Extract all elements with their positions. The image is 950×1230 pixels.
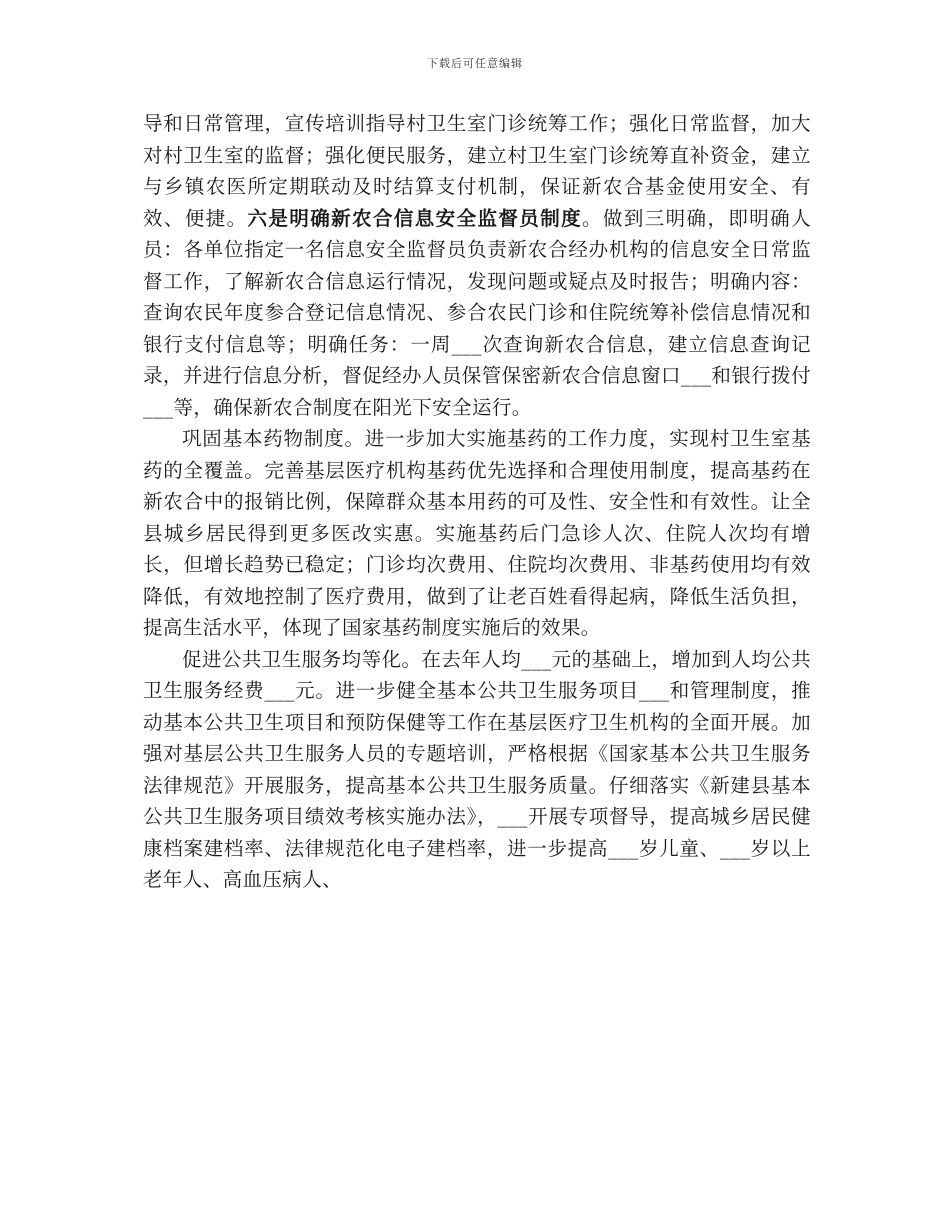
- page-header: 下载后可任意编辑: [427, 57, 523, 70]
- paragraph-1-bold-heading: 六是明确新农合信息安全监督员制度: [247, 206, 583, 230]
- paragraph-1: [143, 108, 811, 423]
- paragraph-1-text: 导和日常管理，宣传培训指导村卫生室门诊统筹工作；强化日常监督，加大对村卫生室的监督；强化便民服务，建立村卫生室门诊统筹直补资金，建立与乡镇农医所定期联动及时结算支付机制，保证新农合基金使用安全、有效、便捷。: [143, 112, 811, 230]
- paragraph-3: [143, 644, 811, 896]
- document-body: [143, 108, 811, 896]
- paragraph-2-text: 巩固基本药物制度。进一步加大实施基药的工作力度，实现村卫生室基药的全覆盖。完善基层医疗机构基药优先选择和合理使用制度，提高基药在新农合中的报销比例，保障群众基本用药的可及性、安全性和有效性。让全县城乡居民得到更多医改实惠。实施基药后门急诊人次、住院人次均有增长，但增长趋势已稳定；门诊均次费用、住院均次费用、非基药使用均有效降低，有效地控制了医疗费用，做到了让老百姓看得起病，降低生活负担，提高生活水平，体现了国家基药制度实施后的效果。: [143, 427, 811, 639]
- paragraph-3-text: 促进公共卫生服务均等化。在去年人均___元的基础上，增加到人均公共卫生服务经费___元。进一步健全基本公共卫生服务项目___和管理制度，推动基本公共卫生项目和预防保健等工作在基层医疗卫生机构的全面开展。加强对基层公共卫生服务人员的专题培训，严格根据《国家基本公共卫生服务法律规范》开展服务，提高基本公共卫生服务质量。仔细落实《新建县基本公共卫生服务项目绩效考核实施办法》，___开展专项督导，提高城乡居民健康档案建档率、法律规范化电子建档率，进一步提高___岁儿童、___岁以上老年人、高血压病人、: [143, 647, 811, 891]
- paragraph-1-text-continued: 。做到三明确，即明确人员：各单位指定一名信息安全监督员负责新农合经办机构的信息安全日常监督工作，了解新农合信息运行情况，发现问题或疑点及时报告；明确内容：查询农民年度参合登记信息情况、参合农民门诊和住院统筹补偿信息情况和银行支付信息等；明确任务：一周___次查询新农合信息，建立信息查询记录，并进行信息分析，督促经办人员保管保密新农合信息窗口___和银行拨付___等，确保新农合制度在阳光下安全运行。: [143, 206, 811, 419]
- paragraph-2: [143, 423, 811, 644]
